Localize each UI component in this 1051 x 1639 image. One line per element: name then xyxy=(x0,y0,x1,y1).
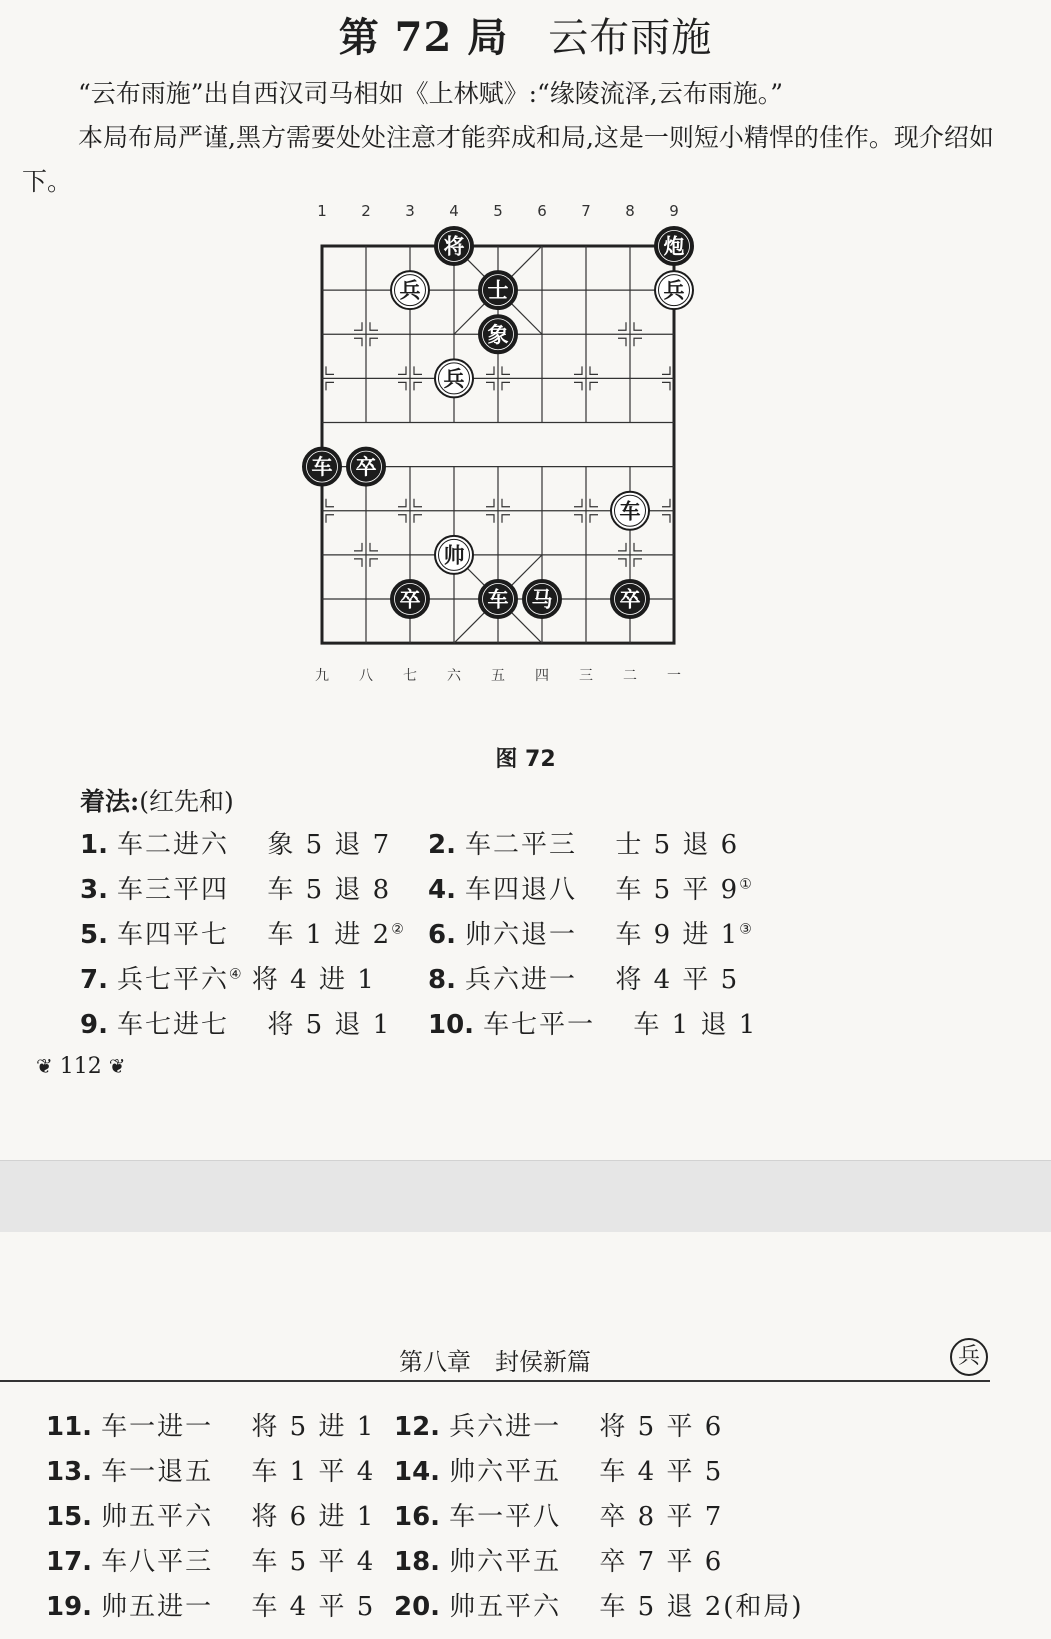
file-label-bottom: 八 xyxy=(359,668,373,684)
file-label-top: 2 xyxy=(361,202,371,220)
black-move: 将 5 平 6 xyxy=(599,1412,724,1442)
move-number: 16. xyxy=(394,1502,450,1532)
move-entry xyxy=(80,959,376,996)
figure-caption: 图 72 xyxy=(495,747,556,772)
move-entry xyxy=(394,1451,723,1488)
move-number: 19. xyxy=(46,1592,102,1622)
file-label-bottom: 九 xyxy=(315,668,329,684)
position-marker xyxy=(370,543,378,551)
move-number: 17. xyxy=(46,1547,102,1577)
piece-label: 卒 xyxy=(619,587,641,612)
black-move: 车 1 平 4 xyxy=(251,1457,376,1487)
position-marker xyxy=(398,499,406,507)
move-number: 12. xyxy=(394,1412,450,1442)
move-number: 8. xyxy=(428,965,466,995)
move-number: 6. xyxy=(428,920,466,950)
position-marker xyxy=(590,499,598,507)
position-marker xyxy=(574,382,582,390)
position-marker xyxy=(486,515,494,523)
piece-label: 兵 xyxy=(399,278,421,303)
move-row xyxy=(80,824,1020,869)
move-entry xyxy=(394,1541,723,1578)
move-number: 4. xyxy=(428,875,466,905)
piece-label: 车 xyxy=(619,499,641,524)
piece-label: 兵 xyxy=(663,278,685,303)
file-label-bottom: 四 xyxy=(535,668,549,684)
black-move: 车 1 退 1 xyxy=(633,1010,758,1040)
move-row xyxy=(80,959,1020,1004)
position-marker xyxy=(354,322,362,330)
position-marker xyxy=(662,382,670,390)
red-move: 帅五平六 xyxy=(449,1592,562,1622)
piece-label: 象 xyxy=(487,322,509,347)
red-move: 车七进七 xyxy=(117,1010,230,1040)
position-marker xyxy=(370,559,378,567)
piece-label: 卒 xyxy=(399,587,421,612)
move-number: 3. xyxy=(80,875,118,905)
position-marker xyxy=(590,382,598,390)
position-marker xyxy=(618,322,626,330)
intro-paragraph-1: “云布雨施”出自西汉司马相如《上林赋》:“缘陵流泽,云布雨施。” xyxy=(78,79,783,108)
move-entry xyxy=(46,1496,375,1533)
move-number: 14. xyxy=(394,1457,450,1487)
red-move: 车七平一 xyxy=(483,1010,596,1040)
move-number: 9. xyxy=(80,1010,118,1040)
position-marker xyxy=(502,515,510,523)
black-move: 将 4 平 5 xyxy=(615,965,740,995)
red-move: 帅六平五 xyxy=(449,1457,562,1487)
black-move: 士 5 退 6 xyxy=(615,830,740,860)
soldier-badge-icon: 兵 xyxy=(950,1338,988,1376)
red-move: 车三平四 xyxy=(117,875,230,905)
red-move: 帅五平六 xyxy=(101,1502,214,1532)
position-marker xyxy=(618,543,626,551)
position-marker xyxy=(414,366,422,374)
move-number: 18. xyxy=(394,1547,450,1577)
position-marker xyxy=(398,366,406,374)
file-label-bottom: 六 xyxy=(447,668,461,684)
position-marker xyxy=(634,543,642,551)
page-number-text: 112 xyxy=(59,1054,102,1079)
red-move: 车一进一 xyxy=(101,1412,214,1442)
red-move: 帅六退一 xyxy=(465,920,578,950)
move-note: ② xyxy=(391,921,404,938)
move-entry xyxy=(80,1004,391,1041)
black-move: 车 5 退 2(和局) xyxy=(599,1592,804,1622)
moves-label: 着法: xyxy=(80,787,140,816)
move-entry xyxy=(394,1496,723,1533)
intro-paragraph-2: 本局布局严谨,黑方需要处处注意才能弈成和局,这是一则短小精悍的佳作。现介绍如下。 xyxy=(22,123,994,196)
position-marker xyxy=(502,366,510,374)
move-entry xyxy=(80,869,391,906)
move-number: 15. xyxy=(46,1502,102,1532)
file-label-top: 3 xyxy=(405,202,415,220)
position-marker xyxy=(370,322,378,330)
move-entry xyxy=(80,914,404,951)
position-marker xyxy=(354,338,362,346)
ornament-icon: ❦ xyxy=(108,1054,126,1078)
move-entry xyxy=(394,1586,804,1623)
position-marker xyxy=(590,366,598,374)
black-move: 车 5 平 4 xyxy=(251,1547,376,1577)
position-marker xyxy=(414,515,422,523)
move-number: 11. xyxy=(46,1412,102,1442)
piece-label: 车 xyxy=(311,455,333,480)
position-marker xyxy=(354,543,362,551)
position-marker xyxy=(326,515,334,523)
piece-label: 马 xyxy=(531,587,553,612)
file-label-top: 5 xyxy=(493,202,503,220)
chapter-title: 第八章 封侯新篇 xyxy=(399,1348,591,1376)
position-marker xyxy=(326,382,334,390)
move-number: 20. xyxy=(394,1592,450,1622)
position-marker xyxy=(574,499,582,507)
black-move: 将 6 进 1 xyxy=(251,1502,376,1532)
position-marker xyxy=(414,382,422,390)
piece-label: 卒 xyxy=(355,455,377,480)
position-marker xyxy=(662,499,670,507)
book-page-113 xyxy=(0,1232,1051,1639)
move-number: 5. xyxy=(80,920,118,950)
position-marker xyxy=(326,366,334,374)
move-note: ① xyxy=(739,876,752,893)
red-move: 车一平八 xyxy=(449,1502,562,1532)
piece-label: 炮 xyxy=(663,234,685,259)
position-marker xyxy=(502,499,510,507)
file-label-top: 8 xyxy=(625,202,635,220)
black-move: 车 5 平 9 xyxy=(615,875,740,905)
position-marker xyxy=(502,382,510,390)
position-marker xyxy=(486,499,494,507)
red-move: 兵六进一 xyxy=(465,965,578,995)
move-list-page-1 xyxy=(80,824,1020,1049)
chapter-header xyxy=(0,1338,990,1382)
file-label-bottom: 七 xyxy=(403,668,417,684)
file-label-top: 7 xyxy=(581,202,591,220)
file-label-bottom: 一 xyxy=(667,668,681,684)
file-label-top: 1 xyxy=(317,202,327,220)
piece-label: 兵 xyxy=(443,366,465,391)
file-label-bottom: 三 xyxy=(579,668,593,684)
move-entry xyxy=(428,824,739,861)
black-move: 车 4 平 5 xyxy=(599,1457,724,1487)
piece-label: 车 xyxy=(487,587,509,612)
red-move: 车二进六 xyxy=(117,830,230,860)
black-move: 将 4 进 1 xyxy=(251,965,376,995)
red-move: 帅六平五 xyxy=(449,1547,562,1577)
black-move: 卒 8 平 7 xyxy=(599,1502,724,1532)
page-number xyxy=(36,1054,126,1079)
move-entry xyxy=(46,1586,375,1623)
piece-label: 士 xyxy=(487,278,509,303)
move-number: 10. xyxy=(428,1010,484,1040)
black-move: 车 9 进 1 xyxy=(615,920,740,950)
black-move: 将 5 退 1 xyxy=(267,1010,392,1040)
xiangqi-board-diagram xyxy=(300,200,700,690)
move-entry xyxy=(428,1004,757,1041)
position-marker xyxy=(354,559,362,567)
position-marker xyxy=(618,338,626,346)
move-number: 2. xyxy=(428,830,466,860)
position-marker xyxy=(486,366,494,374)
position-marker xyxy=(634,559,642,567)
position-marker xyxy=(398,515,406,523)
move-row xyxy=(80,869,1020,914)
file-label-bottom: 二 xyxy=(623,668,637,684)
red-move: 车四平七 xyxy=(117,920,230,950)
black-move: 卒 7 平 6 xyxy=(599,1547,724,1577)
position-marker xyxy=(486,382,494,390)
file-label-bottom: 五 xyxy=(491,668,505,684)
red-move: 车八平三 xyxy=(101,1547,214,1577)
position-marker xyxy=(574,366,582,374)
move-row xyxy=(80,1004,1020,1049)
red-move: 帅五进一 xyxy=(101,1592,214,1622)
position-marker xyxy=(634,322,642,330)
moves-header xyxy=(80,782,234,818)
page-gap xyxy=(0,1160,1051,1234)
black-move: 车 5 退 8 xyxy=(267,875,392,905)
file-label-top: 6 xyxy=(537,202,547,220)
file-label-top: 9 xyxy=(669,202,679,220)
black-move: 象 5 退 7 xyxy=(267,830,392,860)
move-entry xyxy=(46,1541,375,1578)
position-marker xyxy=(618,559,626,567)
move-entry xyxy=(428,914,752,951)
position-marker xyxy=(370,338,378,346)
position-marker xyxy=(590,515,598,523)
game-number: 第 72 局 xyxy=(338,14,509,61)
position-marker xyxy=(414,499,422,507)
red-move: 兵七平六 xyxy=(117,965,230,995)
black-move: 车 4 平 5 xyxy=(251,1592,376,1622)
piece-label: 帅 xyxy=(443,543,465,568)
move-entry xyxy=(394,1406,723,1443)
move-entry xyxy=(428,959,739,996)
red-move: 车一退五 xyxy=(101,1457,214,1487)
position-marker xyxy=(634,338,642,346)
move-entry xyxy=(46,1406,375,1443)
position-marker xyxy=(662,515,670,523)
move-entry xyxy=(46,1451,375,1488)
red-move: 车二平三 xyxy=(465,830,578,860)
move-note: ④ xyxy=(229,966,242,983)
position-marker xyxy=(398,382,406,390)
position-marker xyxy=(662,366,670,374)
game-name: 云布雨施 xyxy=(548,15,713,61)
move-number: 1. xyxy=(80,830,118,860)
red-move: 兵六进一 xyxy=(449,1412,562,1442)
red-move: 车四退八 xyxy=(465,875,578,905)
position-marker xyxy=(326,499,334,507)
black-move: 将 5 进 1 xyxy=(251,1412,376,1442)
move-number: 13. xyxy=(46,1457,102,1487)
move-number: 7. xyxy=(80,965,118,995)
black-move: 车 1 进 2 xyxy=(267,920,392,950)
move-row xyxy=(80,914,1020,959)
piece-label: 将 xyxy=(443,234,465,259)
position-marker xyxy=(574,515,582,523)
move-entry xyxy=(428,869,752,906)
game-title xyxy=(0,6,1051,63)
ornament-icon: ❦ xyxy=(36,1054,53,1078)
move-entry xyxy=(80,824,391,861)
move-note: ③ xyxy=(739,921,752,938)
moves-note: (红先和) xyxy=(139,787,234,816)
file-label-top: 4 xyxy=(449,202,459,220)
